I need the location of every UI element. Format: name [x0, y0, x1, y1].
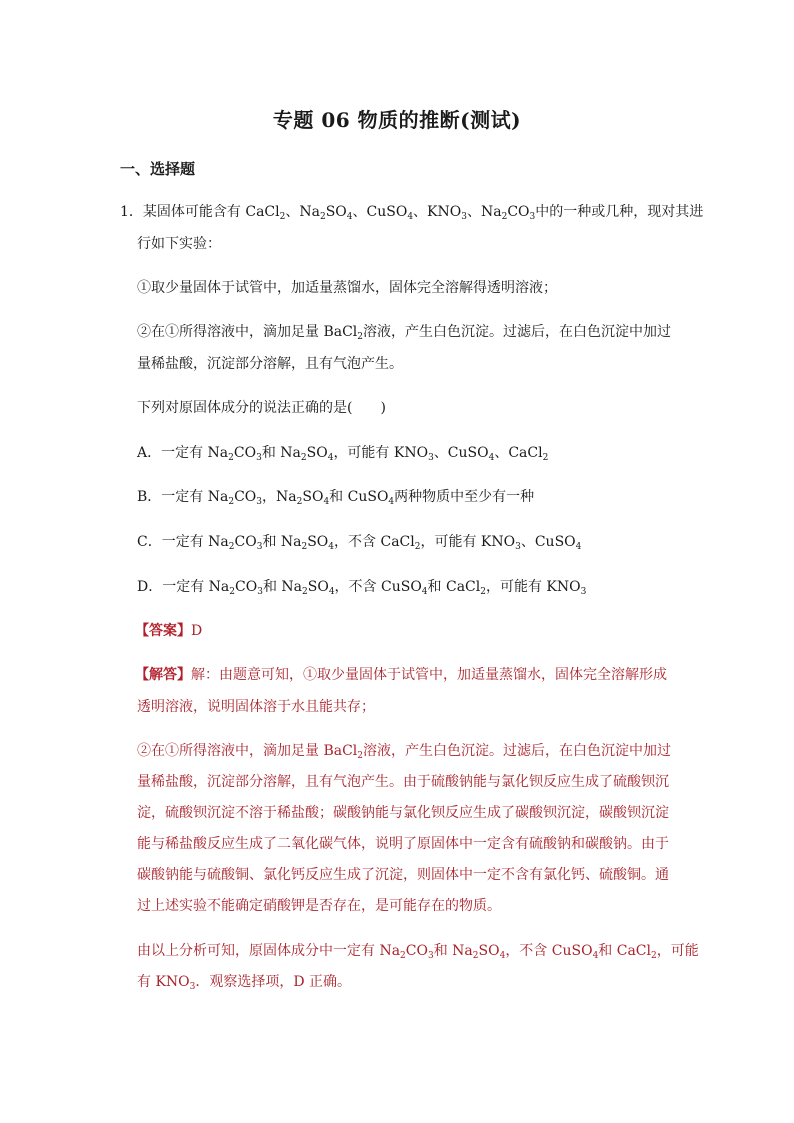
analysis-p3-line1: 由以上分析可知，原固体成分中一定有 $Na_2CO_3$和 $Na_2SO_4$，不含 CuSO$_4$和 CaCl$_2$，可能 — [137, 943, 699, 961]
analysis-label: 【解答】 — [135, 667, 191, 683]
analysis-p3-line2: 有 $KNO_3$．观察选择项，D 正确。 — [137, 974, 352, 992]
question-ask: 下列对原固体成分的说法正确的是( ) — [137, 400, 386, 416]
analysis-p2-line5: 碳酸钠能与硫酸铜、氯化钙反应生成了沉淀，则固体中一定不含有氯化钙、硫酸铜。通 — [137, 867, 669, 883]
experiment-step-1: ①取少量固体于试管中，加适量蒸馏水，固体完全溶解得透明溶液； — [137, 280, 557, 296]
option-d: D．一定有 $Na_2CO_3$和 $Na_2SO_4$，不含 CuSO$_4$和 CaCl$_2$，可能有 $KNO_3$ — [137, 579, 587, 597]
analysis-p2-line1: ②在①所得溶液中，滴加足量 BaCl$_2$溶液，产生白色沉淀。过滤后，在白色沉淀中加过 — [137, 743, 672, 761]
analysis-p1-line2: 透明溶液，说明固体溶于水且能共存； — [137, 699, 375, 715]
question-stem: 1．某固体可能含有 CaCl$_2$、$Na_2SO_4$、CuSO$_4$、$KNO_3$、$Na_2CO_3$中的一种或几种，现对其进 — [120, 204, 704, 222]
experiment-step-2-line2: 量稀盐酸，沉淀部分溶解，且有气泡产生。 — [137, 356, 403, 372]
answer-label: 【答案】 — [135, 623, 191, 639]
analysis-p1-line1: 【解答】解：由题意可知，①取少量固体于试管中，加适量蒸馏水，固体完全溶解形成 — [135, 667, 667, 683]
option-c: C．一定有 $Na_2CO_3$和 $Na_2SO_4$，不含 CaCl$_2$，可能有 $KNO_3$、CuSO$_4$ — [137, 534, 582, 552]
question-stem-line2: 行如下实验： — [137, 236, 221, 252]
analysis-p2-line2: 量稀盐酸，沉淀部分溶解，且有气泡产生。由于硫酸钠能与氯化钡反应生成了硫酸钡沉 — [137, 774, 669, 790]
section-heading: 一、选择题 — [120, 160, 196, 178]
answer-value: D — [191, 623, 203, 639]
analysis-p2-line6: 过上述实验不能确定硝酸钾是否存在，是可能存在的物质。 — [137, 898, 501, 914]
page-title: 专题 06 物质的推断(测试) — [272, 108, 522, 132]
analysis-p2-line3: 淀，硫酸钡沉淀不溶于稀盐酸；碳酸钠能与氯化钡反应生成了碳酸钡沉淀，碳酸钡沉淀 — [137, 805, 669, 821]
answer — [135, 621, 202, 641]
option-a: A．一定有 $Na_2CO_3$和 $Na_2SO_4$，可能有 $KNO_3$、CuSO$_4$、CaCl$_2$ — [137, 445, 549, 463]
experiment-step-2: ②在①所得溶液中，滴加足量 BaCl$_2$溶液，产生白色沉淀。过滤后，在白色沉淀中加过 — [137, 324, 672, 342]
option-b: B．一定有 $Na_2CO_3$，$Na_2SO_4$和 CuSO$_4$两种物质中至少有一种 — [137, 489, 535, 507]
analysis-p2-line4: 能与稀盐酸反应生成了二氧化碳气体，说明了原固体中一定含有硫酸钠和碳酸钠。由于 — [137, 836, 669, 852]
